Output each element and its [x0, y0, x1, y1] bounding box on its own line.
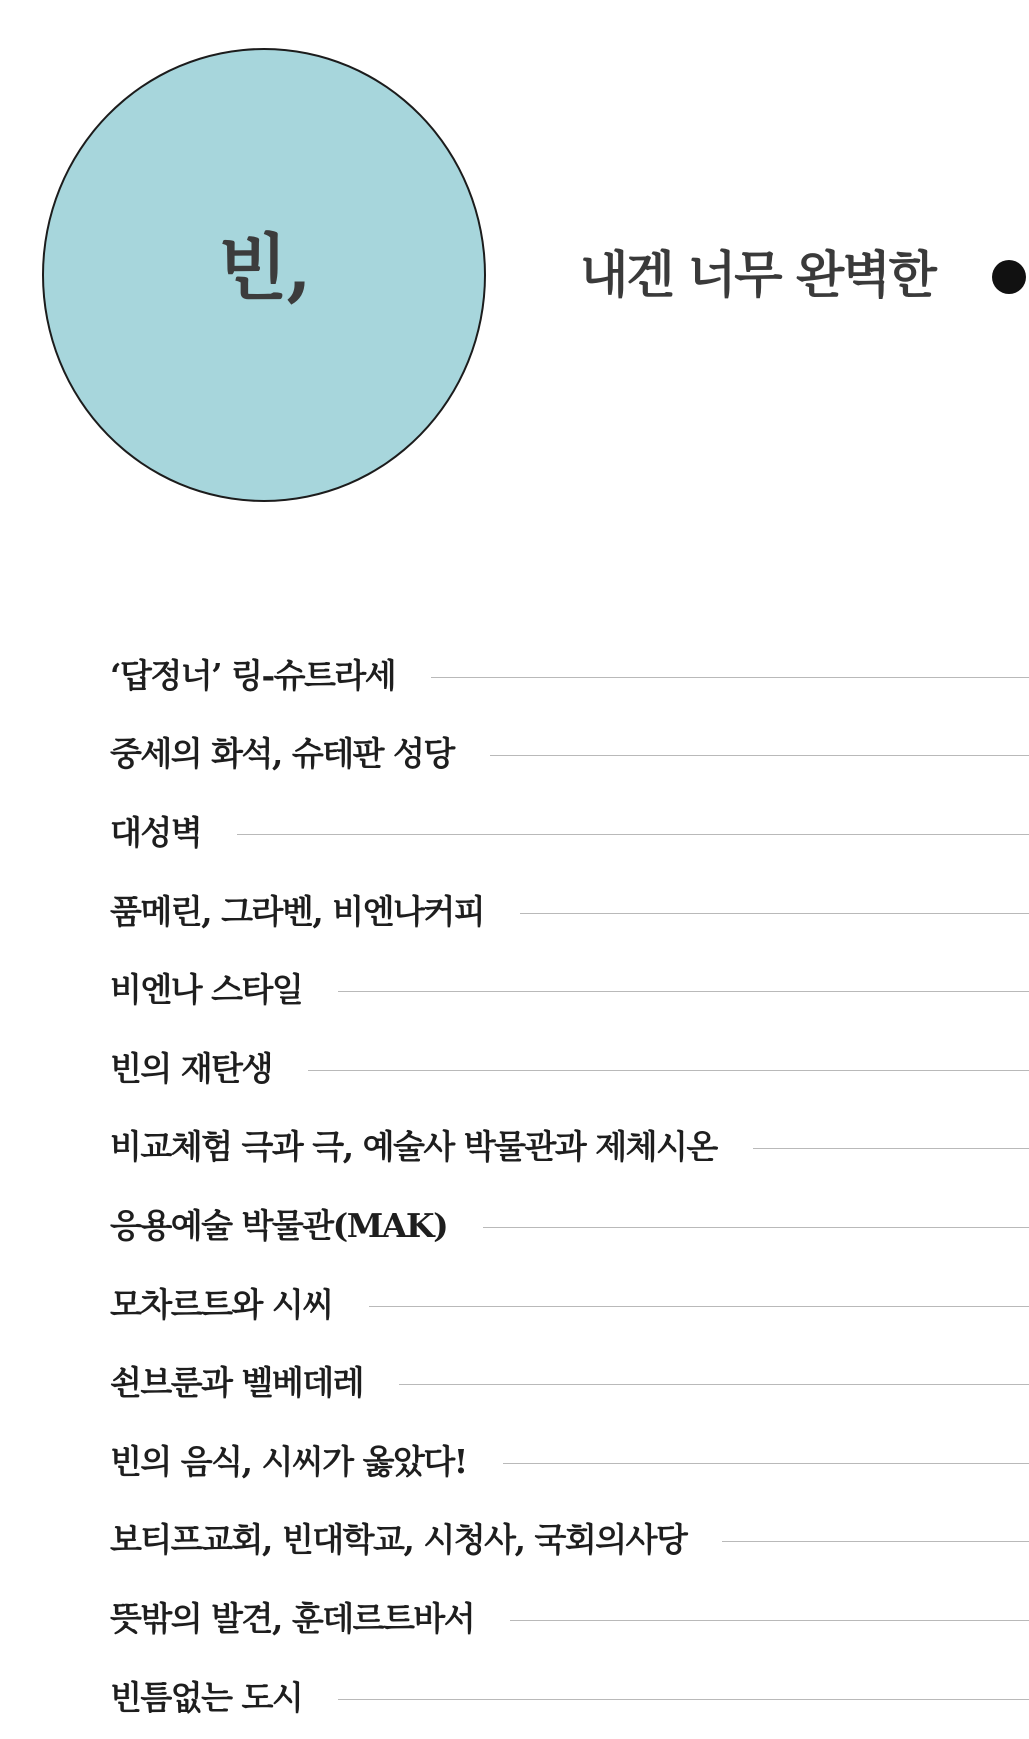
toc-item[interactable] — [110, 1422, 1029, 1501]
leader-line — [753, 1148, 1029, 1149]
leader-line — [503, 1463, 1029, 1464]
leader-line — [308, 1070, 1029, 1071]
leader-line — [722, 1541, 1029, 1542]
leader-line — [431, 677, 1029, 678]
table-of-contents — [110, 636, 1029, 1736]
leader-line — [399, 1384, 1029, 1385]
toc-item-label: 중세의 화석, 슈테판 성당 — [110, 734, 454, 774]
chapter-title: 내겐 너무 완벽한 — [580, 245, 935, 304]
toc-item-label: 비교체험 극과 극, 예술사 박물관과 제체시온 — [110, 1127, 717, 1167]
toc-item[interactable] — [110, 1579, 1029, 1658]
toc-item-label: 보티프교회, 빈대학교, 시청사, 국회의사당 — [110, 1520, 687, 1560]
leader-line — [520, 913, 1029, 914]
bullet-dot-icon — [992, 260, 1026, 294]
toc-item[interactable] — [110, 950, 1029, 1029]
leader-line — [483, 1227, 1029, 1228]
leader-line — [510, 1620, 1029, 1621]
toc-item-label: 쇤브룬과 벨베데레 — [110, 1363, 364, 1403]
leader-line — [338, 991, 1029, 992]
toc-item[interactable] — [110, 793, 1029, 872]
toc-item[interactable] — [110, 636, 1029, 715]
toc-item[interactable] — [110, 872, 1029, 951]
toc-item[interactable] — [110, 1029, 1029, 1108]
toc-item[interactable] — [110, 1343, 1029, 1422]
toc-item-label: 빈의 음식, 시씨가 옳았다! — [110, 1441, 467, 1481]
toc-item-label: 빈의 재탄생 — [110, 1048, 272, 1088]
toc-item[interactable] — [110, 1186, 1029, 1265]
toc-item-label: ‘답정너’ 링-슈트라세 — [110, 655, 396, 695]
toc-item-label: 응용예술 박물관(MAK) — [110, 1205, 448, 1245]
leader-line — [237, 834, 1029, 835]
toc-item-label: 빈틈없는 도시 — [110, 1677, 303, 1717]
toc-item[interactable] — [110, 715, 1029, 794]
toc-item-label: 비엔나 스타일 — [110, 970, 303, 1010]
city-title: 빈, — [218, 225, 311, 310]
toc-item[interactable] — [110, 1265, 1029, 1344]
toc-item[interactable] — [110, 1108, 1029, 1187]
leader-line — [338, 1699, 1029, 1700]
leader-line — [369, 1306, 1029, 1307]
toc-item-label: 모차르트와 시씨 — [110, 1284, 333, 1324]
toc-item-label: 뜻밖의 발견, 훈데르트바서 — [110, 1598, 475, 1638]
leader-line — [490, 755, 1029, 756]
toc-item[interactable] — [110, 1658, 1029, 1737]
toc-item[interactable] — [110, 1501, 1029, 1580]
toc-item-label: 품메린, 그라벤, 비엔나커피 — [110, 891, 485, 931]
toc-item-label: 대성벽 — [110, 812, 202, 852]
